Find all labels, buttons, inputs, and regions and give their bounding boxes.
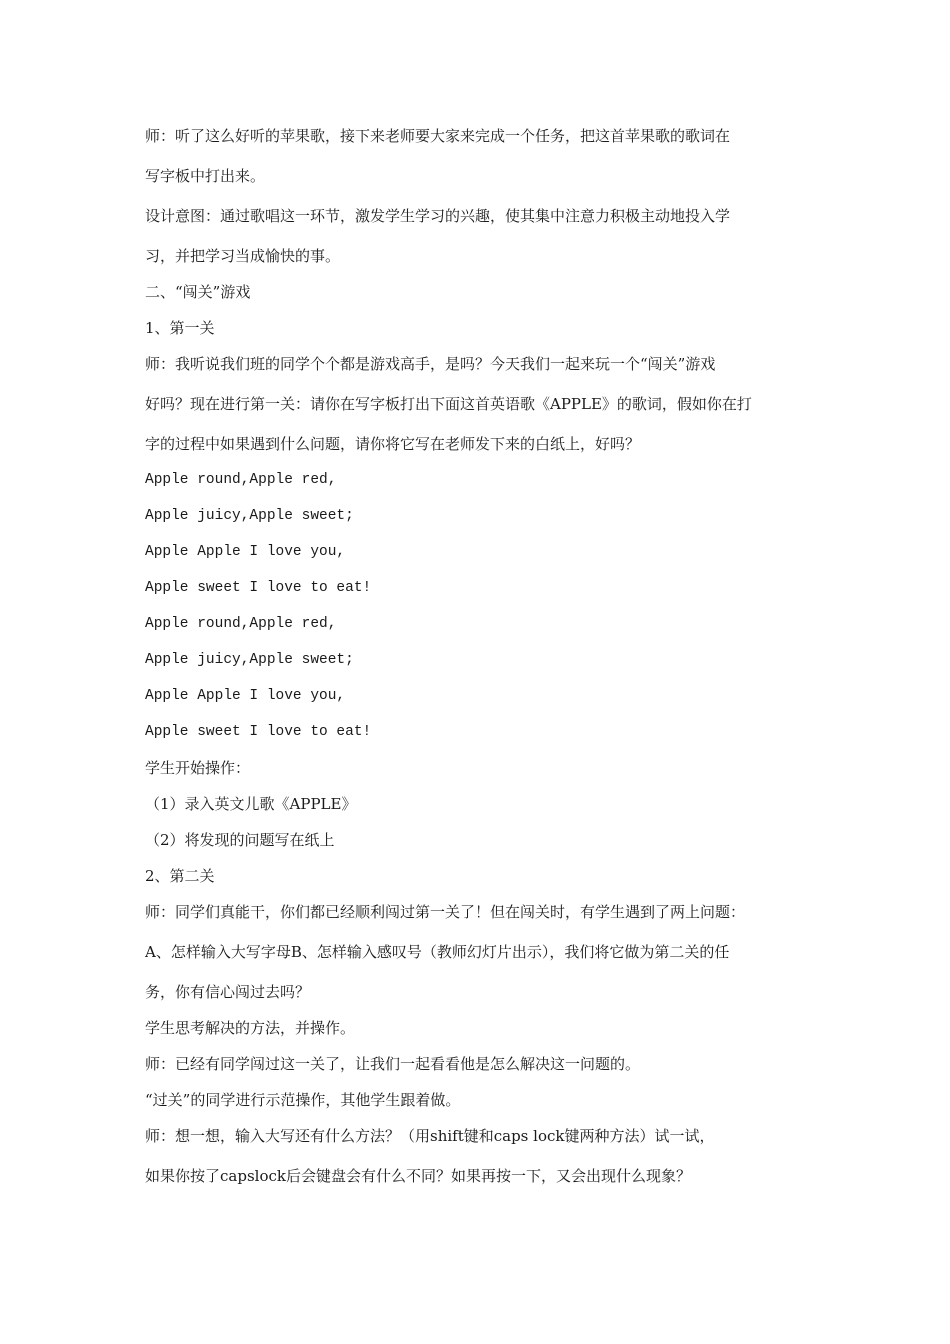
lyric-line: Apple juicy,Apple sweet; [145,652,354,668]
text-line: 学生思考解决的方法，并操作。 [145,1019,356,1037]
document-body [145,122,810,1198]
lyric-line: Apple sweet I love to eat! [145,580,372,596]
list-item: （2）将发现的问题写在纸上 [145,831,335,849]
text-line: 学生开始操作： [145,759,251,777]
lyric-line: Apple Apple I love you, [145,688,346,704]
text-line: 务，你有信心闯过去吗？ [145,983,311,1001]
text-line: 师：听了这么好听的苹果歌，接下来老师要大家来完成一个任务，把这首苹果歌的歌词在 [145,127,731,145]
text-line: 写字板中打出来。 [145,167,266,185]
text-line: 字的过程中如果遇到什么问题，请你将它写在老师发下来的白纸上，好吗？ [145,435,641,453]
list-item: （1）录入英文儿歌《APPLE》 [145,795,357,813]
text-line: 师：我听说我们班的同学个个都是游戏高手，是吗？今天我们一起来玩一个“闯关”游戏 [145,355,716,373]
text-line: “过关”的同学进行示范操作，其他学生跟着做。 [145,1091,461,1109]
text-line: 如果你按了capslock后会键盘会有什么不同？如果再按一下，又会出现什么现象？ [145,1167,691,1185]
subsection-heading: 1、第一关 [145,319,215,337]
lyric-line: Apple round,Apple red, [145,616,337,632]
lyric-line: Apple Apple I love you, [145,544,346,560]
lyric-line: Apple round,Apple red, [145,472,337,488]
text-line: 设计意图：通过歌唱这一环节，激发学生学习的兴趣，使其集中注意力积极主动地投入学 [145,207,731,225]
lyric-line: Apple juicy,Apple sweet; [145,508,354,524]
text-line: 好吗？现在进行第一关：请你在写字板打出下面这首英语歌《APPLE》的歌词，假如你在打 [145,395,752,413]
text-line: 师：想一想，输入大写还有什么方法？（用shift键和caps lock键两种方法）试一试， [145,1127,715,1145]
text-line: 习，并把学习当成愉快的事。 [145,247,341,265]
subsection-heading: 2、第二关 [145,867,215,885]
text-line: 师：同学们真能干，你们都已经顺利闯过第一关了！但在闯关时，有学生遇到了两上问题： [145,903,746,921]
section-heading: 二、“闯关”游戏 [145,283,251,301]
text-line: 师：已经有同学闯过这一关了，让我们一起看看他是怎么解决这一问题的。 [145,1055,641,1073]
lyric-line: Apple sweet I love to eat! [145,724,372,740]
text-line: A、怎样输入大写字母B、怎样输入感叹号（教师幻灯片出示），我们将它做为第二关的任 [145,943,730,961]
